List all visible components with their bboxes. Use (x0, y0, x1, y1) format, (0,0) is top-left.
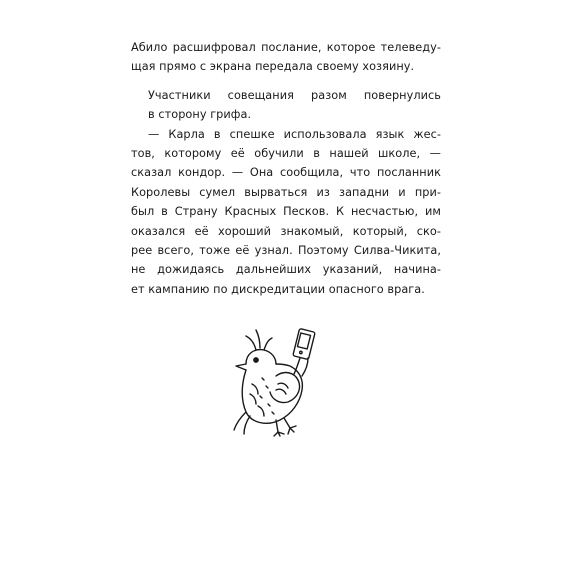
text-line: Участники совещания разом повернулись (148, 88, 441, 102)
body-text (131, 38, 441, 299)
text-line: — Карла в спешке использовала язык жес- (148, 127, 441, 141)
text-line: в сторону грифа. (148, 108, 252, 122)
text-line: рее всего, тоже её узнал. Поэтому Силва-Чикита, (131, 243, 441, 257)
text-line: Королевы сумел вырваться из западни и при- (131, 185, 441, 199)
text-line: сказал кондор. — Она сообщила, что посланник (131, 166, 441, 180)
text-line: ет кампанию по дискредитации опасного врага. (131, 282, 425, 296)
text-line: был в Страну Красных Песков. К несчастью, им (131, 205, 441, 219)
text-line: Абило расшифровал послание, которое телеведу- (131, 41, 441, 54)
text-line: тов, которому её обучили в нашей школе, — (131, 146, 441, 160)
bird-with-phone-illustration (232, 320, 332, 440)
text-line: не дожидаясь дальнейших указаний, начина- (131, 263, 441, 277)
paragraph-spacer (131, 77, 441, 86)
text-line: оказался её хороший знакомый, который, ско- (131, 224, 441, 238)
text-line: щая прямо с экрана передала своему хозяину. (131, 60, 415, 74)
